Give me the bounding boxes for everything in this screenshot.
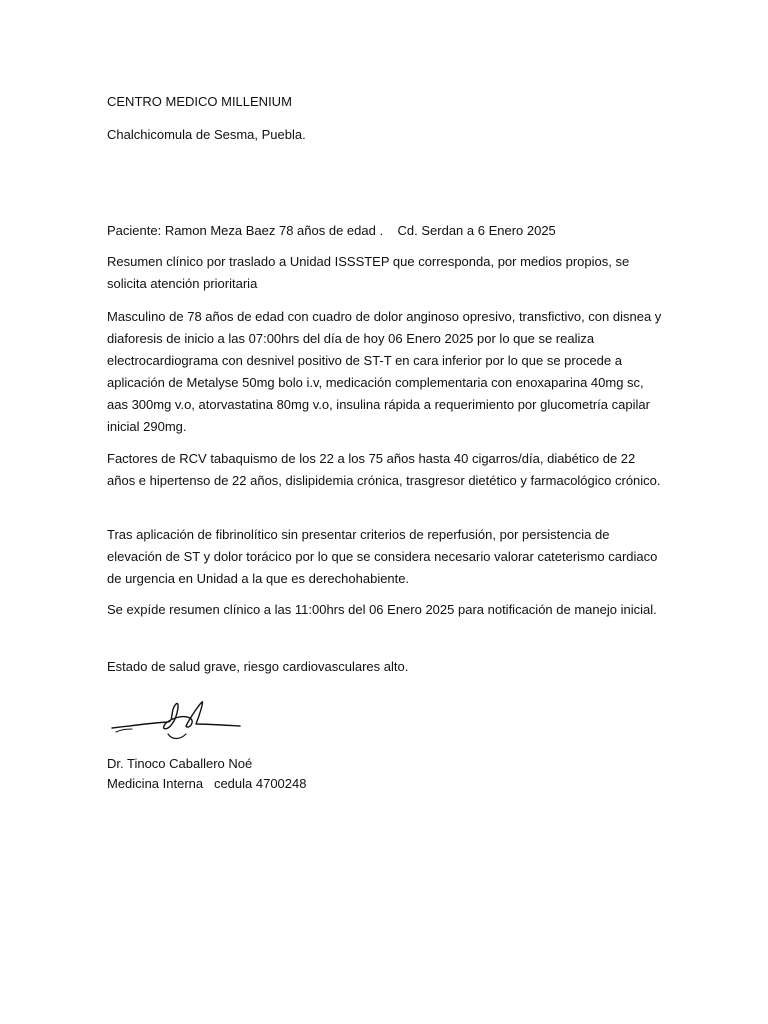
institution-location: Chalchicomula de Sesma, Puebla.	[107, 127, 306, 142]
paragraph-issued: Se expíde resumen clínico a las 11:00hrs del 06 Enero 2025 para notificación de manejo inicial.	[107, 602, 657, 617]
paragraph-fibrinolytic: Tras aplicación de fibrinolítico sin presentar criterios de reperfusión, por persistencia de elevación de ST y dolor torácico por lo que se considera necesario valorar cateterismo cardiaco de urgencia en Unidad a la que es derechohabiente.	[107, 527, 658, 586]
paragraph-risk-factors: Factores de RCV tabaquismo de los 22 a los 75 años hasta 40 cigarros/día, diabético de 22 años e hipertenso de 22 años, dislipidemia crónica, trasgresor dietético y farmacológico crónico.	[107, 451, 661, 488]
handwritten-signature	[110, 696, 242, 744]
institution-name: CENTRO MEDICO MILLENIUM	[107, 94, 292, 109]
doctor-title: Medicina Interna cedula 4700248	[107, 776, 307, 791]
paragraph-health-state: Estado de salud grave, riesgo cardiovasculares alto.	[107, 659, 409, 674]
doctor-name: Dr. Tinoco Caballero Noé	[107, 756, 253, 771]
paragraph-reason: Resumen clínico por traslado a Unidad ISSSTEP que corresponda, por medios propios, se solicita atención prioritaria	[107, 254, 630, 291]
patient-line: Paciente: Ramon Meza Baez 78 años de edad . Cd. Serdan a 6 Enero 2025	[107, 223, 556, 238]
paragraph-clinical-summary: Masculino de 78 años de edad con cuadro de dolor anginoso opresivo, transfictivo, con disnea y diaforesis de inicio a las 07:00hrs del día de hoy 06 Enero 2025 por lo que se realiza electrocardiograma con desnivel positivo de ST-T en cara inferior por lo que se procede a aplicación de Metalyse 50mg bolo i.v, medicación complementaria con enoxaparina 40mg sc, aas 300mg v.o, atorvastatina 80mg v.o, insulina rápida a requerimiento por glucometría capilar inicial 290mg.	[107, 309, 662, 434]
